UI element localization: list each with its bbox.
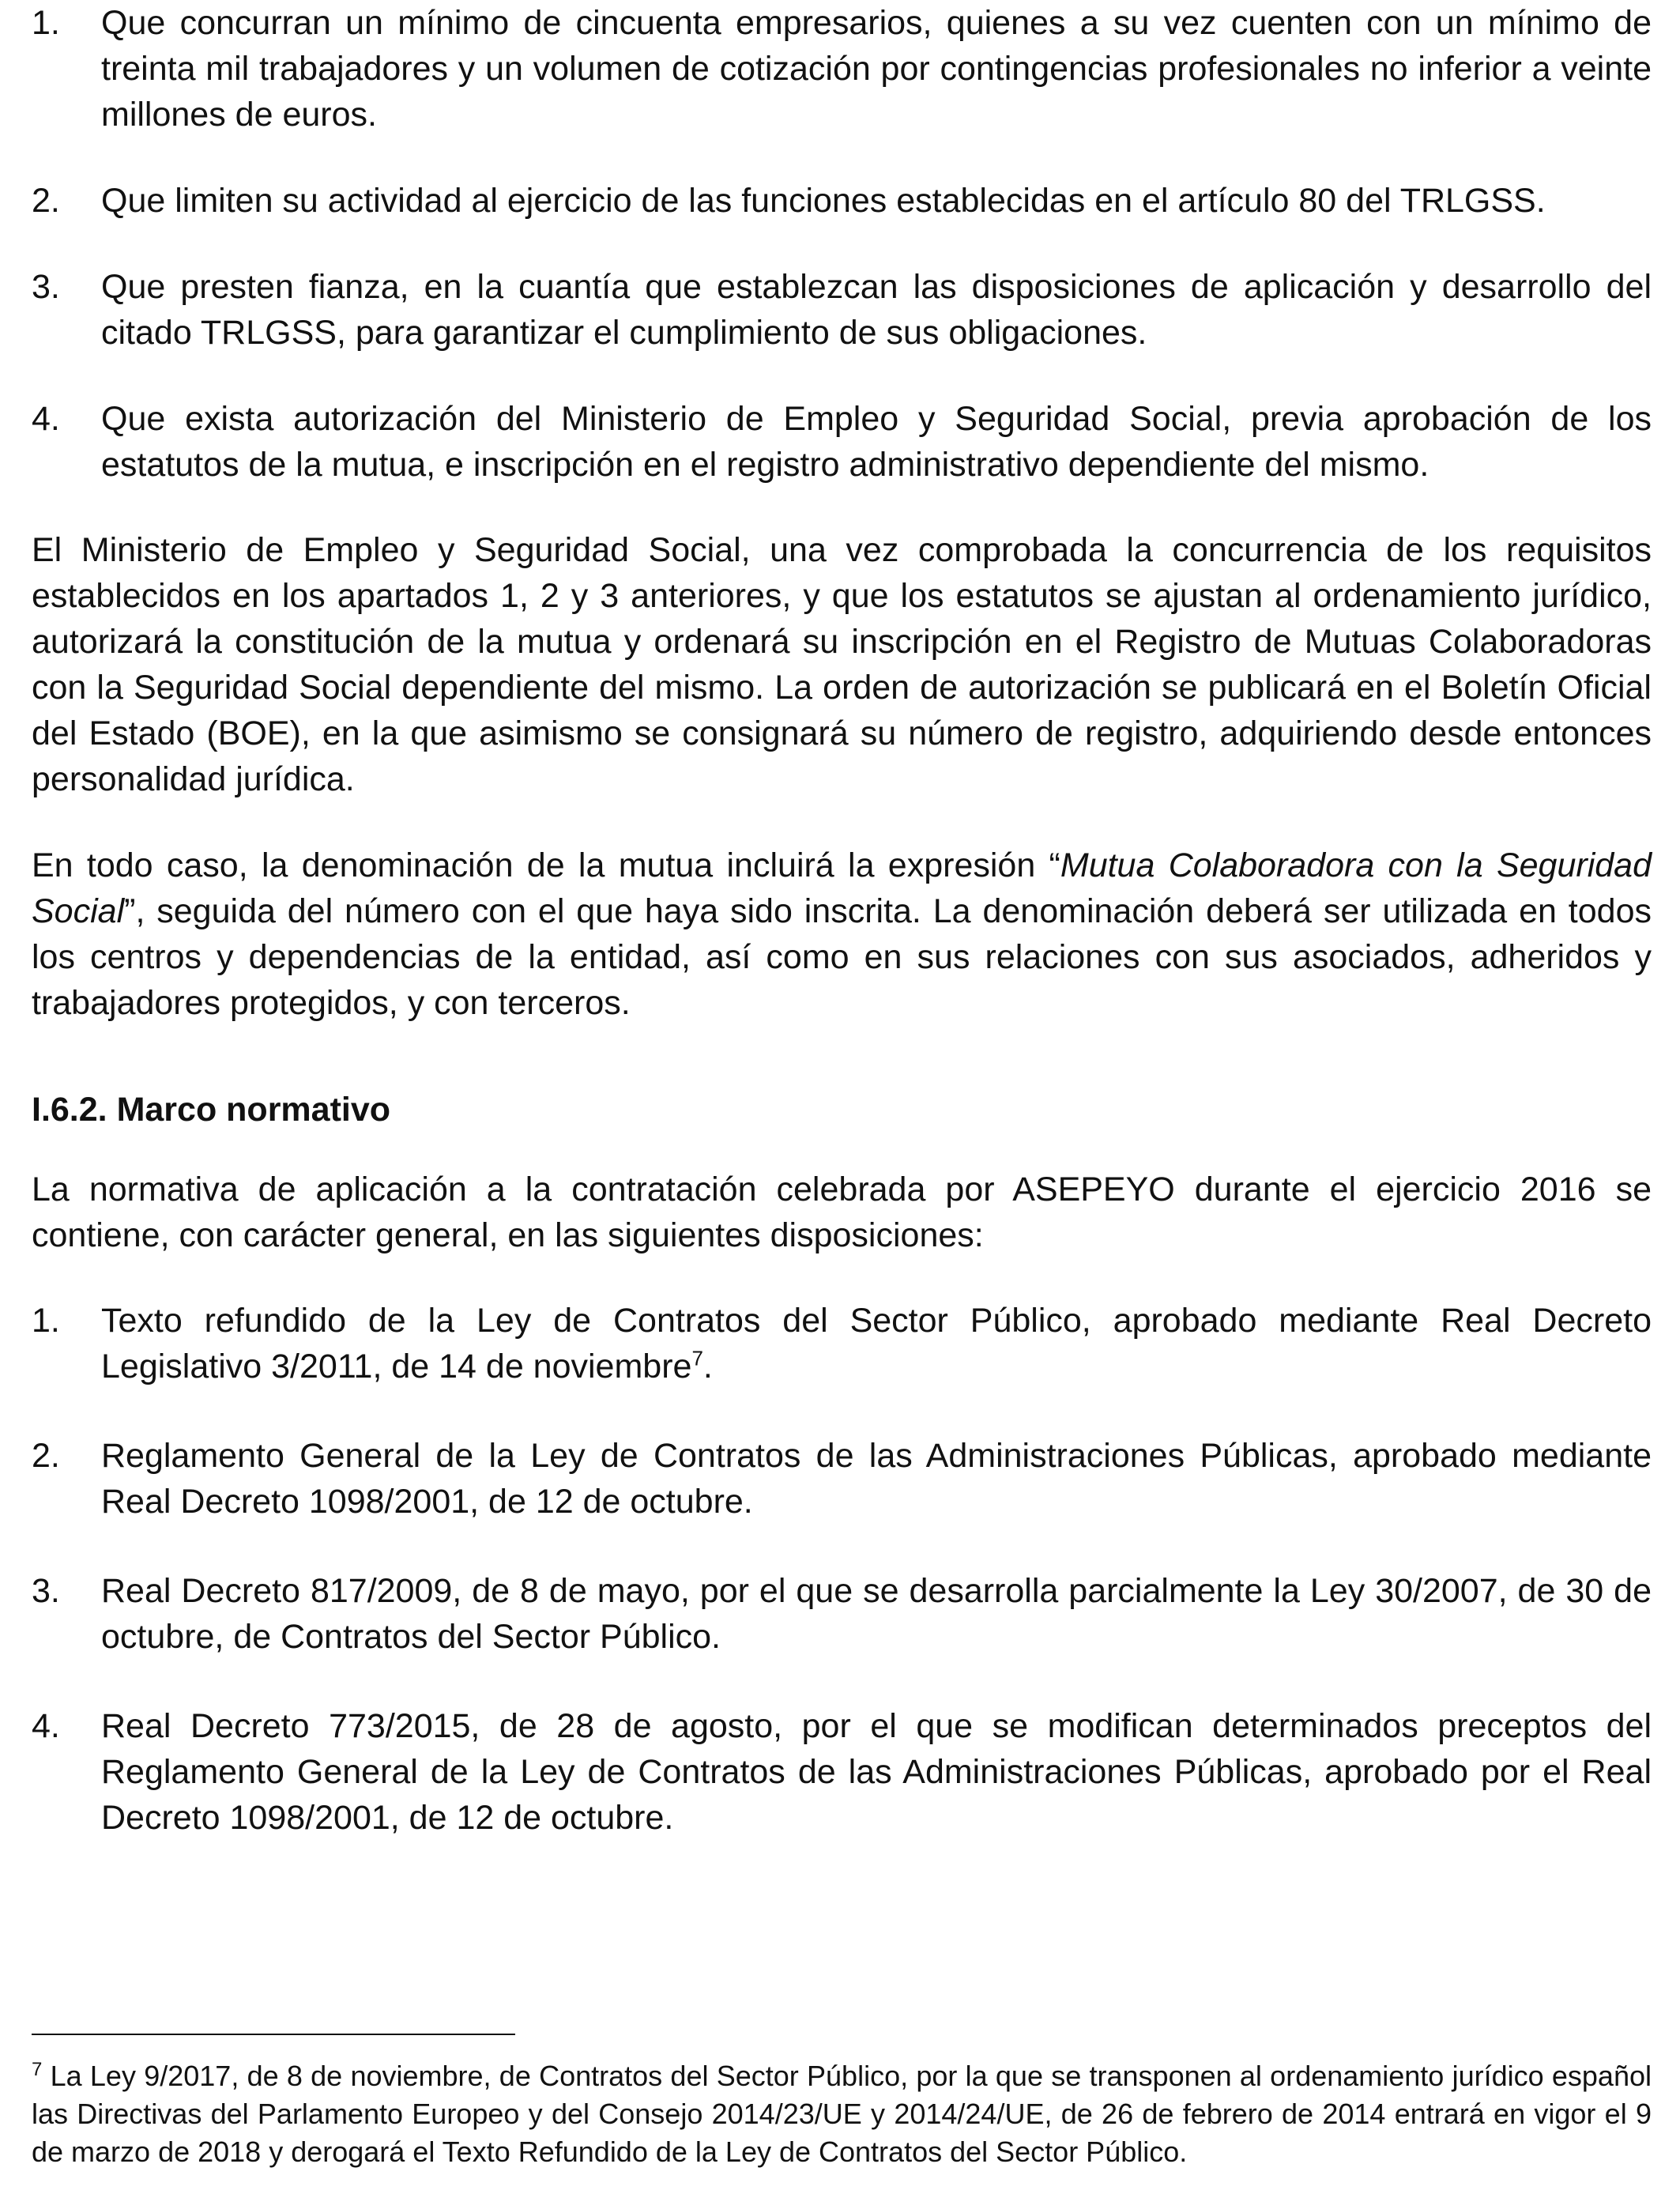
list-item-text: Que concurran un mínimo de cincuenta empresarios, quienes a su vez cuenten con un mínimo de treinta mil trabajadores y un volumen de cotización por contingencias profesionales no inferior a veinte millones de euros.: [101, 4, 1652, 134]
list-item-number: 4.: [32, 1707, 60, 1745]
list-item-text: Que limiten su actividad al ejercicio de las funciones establecidas en el artículo 80 del TRLGSS.: [101, 182, 1546, 220]
list-item: [32, 178, 1652, 224]
paragraph-denomination-text: En todo caso, la denominación de la mutua incluirá la expresión “: [32, 846, 1060, 884]
footnote-divider: [32, 2034, 515, 2035]
list-item-number: 3.: [32, 1572, 60, 1610]
list-item: [32, 1433, 1652, 1525]
requirements-list: [32, 0, 1652, 488]
list-item-text: Que exista autorización del Ministerio de Empleo y Seguridad Social, previa aprobación de los estatutos de la mutua, e inscripción en el registro administrativo dependiente del mismo.: [101, 400, 1652, 484]
list-item: [32, 396, 1652, 488]
list-item-number: 4.: [32, 400, 60, 438]
list-item: [32, 264, 1652, 356]
footnote-reference[interactable]: 7: [691, 1346, 703, 1370]
list-item: [32, 1703, 1652, 1841]
section-heading: I.6.2. Marco normativo: [32, 1091, 391, 1129]
list-item: [32, 0, 1652, 138]
list-item: [32, 1568, 1652, 1660]
list-item-number: 1.: [32, 4, 60, 42]
list-item-number: 3.: [32, 268, 60, 306]
paragraph-authorization: El Ministerio de Empleo y Seguridad Social, una vez comprobada la concurrencia de los requisitos establecidos en los apartados 1, 2 y 3 anteriores, y que los estatutos se ajustan al ordenamiento jurídico, autorizará la constitución de la mutua y ordenará su inscripción en el Registro de Mutuas Colaboradoras con la Seguridad Social dependiente del mismo. La orden de autorización se publicará en el Boletín Oficial del Estado (BOE), en la que asimismo se consignará su número de registro, adquiriendo desde entonces personalidad jurídica.: [32, 531, 1652, 798]
list-item: [32, 1298, 1652, 1389]
list-item-number: 2.: [32, 1437, 60, 1475]
list-item-text: Texto refundido de la Ley de Contratos del Sector Público, aprobado mediante Real Decreto Legislativo 3/2011, de 14 de noviembre: [101, 1302, 1652, 1385]
footnote-text: La Ley 9/2017, de 8 de noviembre, de Contratos del Sector Público, por la que se transponen al ordenamiento jurídico español las Directivas del Parlamento Europeo y del Consejo 2014/23/UE y 2014/24/UE, de 26 de febrero de 2014 entrará en vigor el 9 de marzo de 2018 y derogará el Texto Refundido de la Ley de Contratos del Sector Público.: [32, 2060, 1652, 2168]
paragraph-denomination-text-end: ”, seguida del número con el que haya sido inscrita. La denominación deberá ser utilizada en todos los centros y dependencias de la entidad, así como en sus relaciones con sus asociados, adheridos y trabajadores protegidos, y con terceros.: [32, 892, 1652, 1022]
footnote: [32, 2057, 1652, 2171]
paragraph-intro: La normativa de aplicación a la contratación celebrada por ASEPEYO durante el ejercicio 2016 se contiene, con carácter general, en las siguientes disposiciones:: [32, 1171, 1652, 1254]
list-item-number: 1.: [32, 1302, 60, 1340]
paragraph-denomination: [32, 843, 1652, 1026]
list-item-number: 2.: [32, 182, 60, 220]
footnote-marker: 7: [32, 2059, 43, 2080]
regulations-list: [32, 1298, 1652, 1841]
list-item-text: Que presten fianza, en la cuantía que establezcan las disposiciones de aplicación y desarrollo del citado TRLGSS, para garantizar el cumplimiento de sus obligaciones.: [101, 268, 1652, 352]
document-page: [32, 0, 1652, 1841]
list-item-text: Real Decreto 817/2009, de 8 de mayo, por el que se desarrolla parcialmente la Ley 30/2007, de 30 de octubre, de Contratos del Sector Público.: [101, 1572, 1652, 1656]
list-item-text: Reglamento General de la Ley de Contratos de las Administraciones Públicas, aprobado mediante Real Decreto 1098/2001, de 12 de octubre.: [101, 1437, 1652, 1521]
list-item-text-end: .: [703, 1348, 713, 1385]
list-item-text: Real Decreto 773/2015, de 28 de agosto, por el que se modifican determinados preceptos del Reglamento General de la Ley de Contratos de las Administraciones Públicas, aprobado por el Real Decreto 1098/2001, de 12 de octubre.: [101, 1707, 1652, 1837]
paragraph-denomination-italic: Mutua Colaboradora con la Seguridad Social: [32, 846, 1652, 930]
